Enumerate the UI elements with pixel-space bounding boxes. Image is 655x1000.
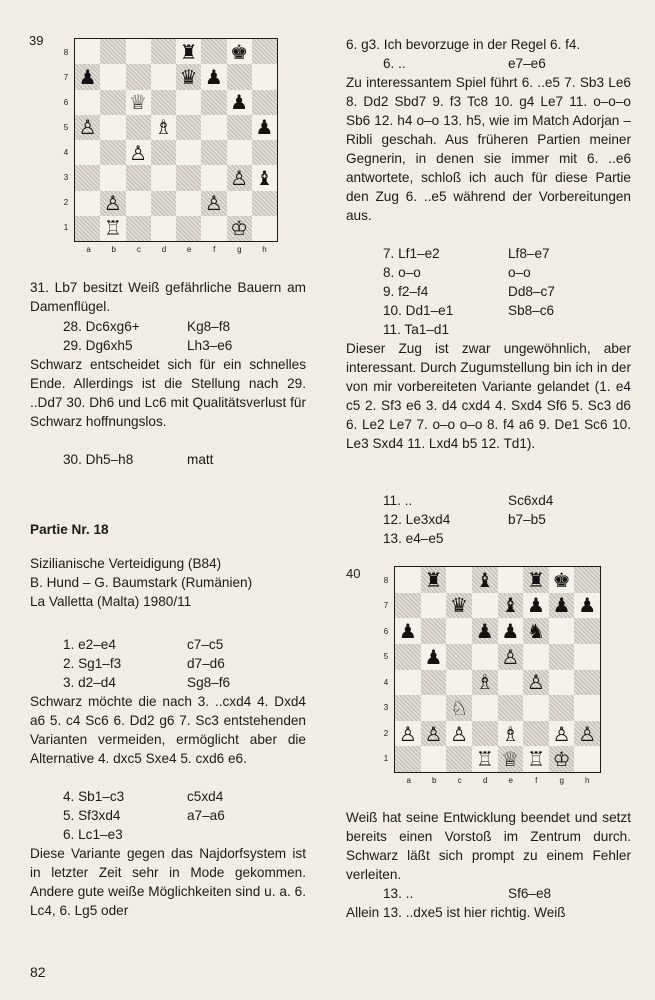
rank-label: 8	[63, 47, 69, 57]
square-f2	[523, 721, 549, 747]
square-b7	[421, 593, 447, 619]
square-e4	[176, 140, 201, 165]
square-c5	[446, 644, 472, 670]
square-h8	[252, 39, 277, 64]
square-e6	[498, 618, 524, 644]
white-pawn-icon: ♙	[424, 721, 443, 746]
square-h4	[252, 140, 277, 165]
file-label: f	[213, 245, 216, 254]
move-white: 29. Dg6xh5	[63, 338, 133, 353]
square-h6	[574, 618, 600, 644]
square-c2	[446, 721, 472, 747]
move-white: 30. Dh5–h8	[63, 452, 134, 467]
white-pawn-icon: ♙	[501, 644, 520, 669]
square-d4	[472, 670, 498, 696]
white-pawn-icon: ♙	[578, 721, 597, 746]
black-pawn-icon: ♟	[578, 593, 597, 618]
square-g2	[227, 191, 252, 216]
square-d3	[472, 695, 498, 721]
square-h4	[574, 670, 600, 696]
move-white: 2. Sg1–f3	[63, 656, 122, 671]
square-g5	[549, 644, 575, 670]
square-a5	[395, 644, 421, 670]
game-venue: La Valletta (Malta) 1980/11	[30, 594, 192, 609]
black-pawn-icon: ♟	[475, 619, 494, 644]
annotation-paragraph: Dieser Zug ist zwar ungewöhnlich, aber interessant. Durch Zugumstellung bin ich in der von mir vorbereiteten Variante gelandet (1. e4 c5 2. Sf3 e6 3. d4 cxd4 4. Sxd4 Sf6 5. Sc3 d6 6. Le2 Le7 7. o–o o–o 8. f4 a6 9. De1 Sc6 10. Le3 Sxd4 11. Lxd4 b5 12. Td1).	[346, 341, 631, 451]
square-b4	[100, 140, 125, 165]
square-h5	[574, 644, 600, 670]
square-a4	[75, 140, 100, 165]
square-a1	[395, 746, 421, 772]
annotation-paragraph: Schwarz möchte die nach 3. ..cxd4 4. Dxd4 a6 5. c4 Sc6 6. Dd2 g6 7. Sc3 entstehenden Varianten vermeiden, ermöglicht aber die Alternative 4. dxc5 Sxe4 5. cxd6 e6.	[30, 694, 306, 766]
square-h5	[252, 115, 277, 140]
square-e1	[498, 746, 524, 772]
square-f1	[201, 216, 226, 241]
black-bishop-icon: ♝	[501, 593, 520, 618]
square-c7	[126, 64, 151, 89]
rank-label: 5	[383, 652, 389, 662]
annotation-paragraph: Schwarz entscheidet sich für ein schnelles Ende. Allerdings ist die Stellung nach 29. ..Dd7 30. Dh6 und Lc6 mit Qualitätsverlust für Schwarz hoffnungslos.	[30, 357, 306, 429]
white-pawn-icon: ♙	[129, 140, 148, 165]
rank-label: 1	[63, 223, 69, 233]
annotation-paragraph: 6. g3. Ich bevorzuge in der Regel 6. f4.	[346, 37, 581, 52]
square-g3	[227, 165, 252, 190]
square-d8	[472, 567, 498, 593]
square-g1	[549, 746, 575, 772]
square-h6	[252, 90, 277, 115]
square-f7	[201, 64, 226, 89]
square-a6	[75, 90, 100, 115]
square-e7	[498, 593, 524, 619]
square-b3	[100, 165, 125, 190]
white-queen-icon: ♕	[501, 747, 520, 772]
black-pawn-icon: ♟	[398, 619, 417, 644]
square-b7	[100, 64, 125, 89]
move-black: o–o	[508, 265, 531, 280]
square-c6	[126, 90, 151, 115]
square-d6	[151, 90, 176, 115]
annotation-paragraph: Allein 13. ..dxe5 ist hier richtig. Weiß	[346, 905, 566, 920]
white-knight-icon: ♘	[450, 695, 469, 720]
square-g2	[549, 721, 575, 747]
square-b1	[421, 746, 447, 772]
file-label: b	[111, 245, 116, 254]
move-black: Lh3–e6	[187, 338, 233, 353]
file-label: d	[483, 776, 488, 785]
file-label: d	[161, 245, 167, 254]
move-black: Sb8–c6	[508, 303, 555, 318]
file-label: f	[535, 776, 538, 785]
file-label: e	[508, 776, 513, 785]
square-c1	[126, 216, 151, 241]
move-black: c7–c5	[187, 637, 224, 652]
square-b8	[421, 567, 447, 593]
square-e3	[176, 165, 201, 190]
square-a7	[75, 64, 100, 89]
square-a1	[75, 216, 100, 241]
square-e5	[176, 115, 201, 140]
square-b3	[421, 695, 447, 721]
square-e2	[498, 721, 524, 747]
rank-label: 8	[383, 575, 389, 585]
black-pawn-icon: ♟	[230, 90, 249, 115]
rank-label: 6	[383, 626, 389, 636]
annotation-paragraph: Diese Variante gegen das Najdorfsystem ist in letzter Zeit sehr in Mode gekommen. Andere gute weiße Möglichkeiten sind u. a. 6. Lc4, 6. Lg5 oder	[30, 846, 306, 918]
square-f1	[523, 746, 549, 772]
rank-label: 2	[63, 198, 69, 208]
white-pawn-icon: ♙	[526, 670, 545, 695]
square-c8	[126, 39, 151, 64]
file-label: e	[186, 245, 192, 254]
move-white: 6. Lc1–e3	[63, 827, 123, 842]
square-f7	[523, 593, 549, 619]
file-label: h	[585, 776, 590, 785]
square-b5	[421, 644, 447, 670]
square-g1	[227, 216, 252, 241]
square-d1	[151, 216, 176, 241]
move-white: 11. ..	[383, 493, 413, 508]
square-c1	[446, 746, 472, 772]
diagram-number: 39	[29, 33, 44, 48]
move-white: 28. Dc6xg6+	[63, 319, 140, 334]
black-bishop-icon: ♝	[255, 165, 274, 190]
square-b6	[100, 90, 125, 115]
game-heading: Partie Nr. 18	[30, 522, 109, 537]
annotation-paragraph: 31. Lb7 besitzt Weiß gefährliche Bauern am Damenflügel.	[30, 280, 306, 314]
square-d5	[151, 115, 176, 140]
move-black: b7–b5	[508, 512, 546, 527]
black-king-icon: ♚	[230, 39, 249, 64]
square-d2	[472, 721, 498, 747]
square-d1	[472, 746, 498, 772]
file-label: g	[559, 776, 564, 785]
square-a2	[395, 721, 421, 747]
square-e2	[176, 191, 201, 216]
black-pawn-icon: ♟	[204, 64, 223, 89]
move-white: 12. Le3xd4	[383, 512, 451, 527]
move-black: Sc6xd4	[508, 493, 554, 508]
rank-label: 4	[383, 677, 389, 687]
square-f6	[523, 618, 549, 644]
white-pawn-icon: ♙	[552, 721, 571, 746]
white-pawn-icon: ♙	[204, 191, 223, 216]
square-e5	[498, 644, 524, 670]
move-white: 1. e2–e4	[63, 637, 116, 652]
square-d3	[151, 165, 176, 190]
square-a8	[75, 39, 100, 64]
square-c8	[446, 567, 472, 593]
move-black: Sg8–f6	[187, 675, 231, 690]
square-f4	[201, 140, 226, 165]
game-opening: Sizilianische Verteidigung (B84)	[30, 556, 222, 571]
square-c6	[446, 618, 472, 644]
square-a7	[395, 593, 421, 619]
move-black: a7–a6	[187, 808, 225, 823]
move-black: Dd8–c7	[508, 284, 555, 299]
white-rook-icon: ♖	[526, 747, 545, 772]
square-a3	[395, 695, 421, 721]
square-d7	[151, 64, 176, 89]
square-h2	[574, 721, 600, 747]
square-b2	[421, 721, 447, 747]
move-white: 4. Sb1–c3	[63, 789, 125, 804]
black-pawn-icon: ♟	[501, 619, 520, 644]
square-g4	[549, 670, 575, 696]
rank-label: 4	[63, 148, 69, 158]
white-bishop-icon: ♗	[475, 670, 494, 695]
square-g7	[227, 64, 252, 89]
rank-label: 3	[63, 173, 69, 183]
square-f2	[201, 191, 226, 216]
square-d2	[151, 191, 176, 216]
square-f5	[201, 115, 226, 140]
chessboard	[74, 38, 278, 242]
file-label: a	[86, 245, 91, 254]
file-label: c	[457, 776, 462, 785]
move-black: Kg8–f8	[187, 319, 231, 334]
square-c3	[446, 695, 472, 721]
square-g3	[549, 695, 575, 721]
square-h7	[574, 593, 600, 619]
square-e6	[176, 90, 201, 115]
square-b1	[100, 216, 125, 241]
black-bishop-icon: ♝	[475, 567, 494, 592]
square-f8	[201, 39, 226, 64]
diagram-number: 40	[346, 566, 361, 581]
white-bishop-icon: ♗	[501, 721, 520, 746]
square-a2	[75, 191, 100, 216]
black-pawn-icon: ♟	[424, 644, 443, 669]
file-label: g	[237, 245, 242, 254]
square-h2	[252, 191, 277, 216]
white-pawn-icon: ♙	[398, 721, 417, 746]
white-pawn-icon: ♙	[103, 191, 122, 216]
square-d5	[472, 644, 498, 670]
rank-label: 2	[383, 728, 389, 738]
square-h1	[252, 216, 277, 241]
chessboard	[394, 566, 601, 773]
white-queen-icon: ♕	[129, 90, 148, 115]
black-rook-icon: ♜	[526, 567, 545, 592]
move-white: 7. Lf1–e2	[383, 246, 440, 261]
move-white: 5. Sf3xd4	[63, 808, 121, 823]
square-b2	[100, 191, 125, 216]
square-c3	[126, 165, 151, 190]
square-e8	[176, 39, 201, 64]
move-white: 13. e4–e5	[383, 531, 444, 546]
file-label: b	[432, 776, 437, 785]
square-a6	[395, 618, 421, 644]
square-b8	[100, 39, 125, 64]
square-d8	[151, 39, 176, 64]
annotation-paragraph: Zu interessantem Spiel führt 6. ..e5 7. Sb3 Le6 8. Dd2 Sbd7 9. f3 Tc8 10. g4 Le7 11. o–o–o Sb6 12. h4 o–o 13. h5, wie im Match Adorjan – Ribli geschah. Aus früheren Partien meiner Gegnerin, in denen sie immer mit 6. ..e6 antwortete, schloß ich auch für diese Partie den Zug 6. ..e5 während der Vorbereitungen aus.	[346, 75, 631, 223]
square-b5	[100, 115, 125, 140]
black-pawn-icon: ♟	[552, 593, 571, 618]
square-c2	[126, 191, 151, 216]
black-pawn-icon: ♟	[255, 115, 274, 140]
move-white: 11. Ta1–d1	[383, 322, 450, 337]
square-e7	[176, 64, 201, 89]
move-white: 6. ..	[383, 56, 406, 71]
rank-label: 6	[63, 97, 69, 107]
white-king-icon: ♔	[552, 747, 571, 772]
square-c5	[126, 115, 151, 140]
square-b4	[421, 670, 447, 696]
square-a3	[75, 165, 100, 190]
move-black: e7–e6	[508, 56, 546, 71]
square-f4	[523, 670, 549, 696]
black-king-icon: ♚	[552, 567, 571, 592]
white-rook-icon: ♖	[475, 747, 494, 772]
square-e1	[176, 216, 201, 241]
rank-label: 5	[63, 122, 69, 132]
square-e3	[498, 695, 524, 721]
move-white: 9. f2–f4	[383, 284, 429, 299]
square-a4	[395, 670, 421, 696]
square-g7	[549, 593, 575, 619]
rank-label: 7	[383, 601, 389, 611]
square-a5	[75, 115, 100, 140]
white-pawn-icon: ♙	[230, 165, 249, 190]
move-black: d7–d6	[187, 656, 225, 671]
move-white: 8. o–o	[383, 265, 421, 280]
square-e8	[498, 567, 524, 593]
square-b6	[421, 618, 447, 644]
move-black: matt	[187, 452, 214, 467]
square-h8	[574, 567, 600, 593]
game-players: B. Hund – G. Baumstark (Rumänien)	[30, 575, 253, 590]
file-label: h	[262, 245, 267, 254]
move-white: 10. Dd1–e1	[383, 303, 454, 318]
rank-label: 1	[383, 754, 389, 764]
rank-label: 7	[63, 72, 69, 82]
square-f3	[201, 165, 226, 190]
white-rook-icon: ♖	[103, 216, 122, 241]
white-pawn-icon: ♙	[78, 115, 97, 140]
square-g5	[227, 115, 252, 140]
square-d4	[151, 140, 176, 165]
page-number: 82	[30, 964, 46, 980]
square-c4	[446, 670, 472, 696]
move-black: Lf8–e7	[508, 246, 550, 261]
white-bishop-icon: ♗	[154, 115, 173, 140]
black-rook-icon: ♜	[424, 567, 443, 592]
move-white: 3. d2–d4	[63, 675, 116, 690]
black-pawn-icon: ♟	[526, 593, 545, 618]
move-black: Sf6–e8	[508, 886, 552, 901]
square-h7	[252, 64, 277, 89]
square-c4	[126, 140, 151, 165]
square-f3	[523, 695, 549, 721]
square-f5	[523, 644, 549, 670]
square-e4	[498, 670, 524, 696]
square-f6	[201, 90, 226, 115]
black-knight-icon: ♞	[526, 619, 545, 644]
white-pawn-icon: ♙	[450, 721, 469, 746]
square-h3	[574, 695, 600, 721]
square-f8	[523, 567, 549, 593]
square-d7	[472, 593, 498, 619]
square-d6	[472, 618, 498, 644]
black-rook-icon: ♜	[179, 39, 198, 64]
rank-label: 3	[383, 703, 389, 713]
annotation-paragraph: Weiß hat seine Entwicklung beendet und setzt bereits einen Vorstoß im Zentrum durch. Schwarz läßt sich prompt zu einem Fehler verleiten.	[346, 810, 631, 882]
square-g6	[227, 90, 252, 115]
square-g6	[549, 618, 575, 644]
square-h3	[252, 165, 277, 190]
square-a8	[395, 567, 421, 593]
square-g8	[227, 39, 252, 64]
black-queen-icon: ♛	[450, 593, 469, 618]
file-label: c	[136, 245, 141, 254]
black-queen-icon: ♛	[179, 64, 198, 89]
square-c7	[446, 593, 472, 619]
move-white: 13. ..	[383, 886, 414, 901]
move-black: c5xd4	[187, 789, 224, 804]
square-g4	[227, 140, 252, 165]
white-king-icon: ♔	[230, 216, 249, 241]
square-h1	[574, 746, 600, 772]
black-pawn-icon: ♟	[78, 64, 97, 89]
square-g8	[549, 567, 575, 593]
file-label: a	[406, 776, 411, 785]
